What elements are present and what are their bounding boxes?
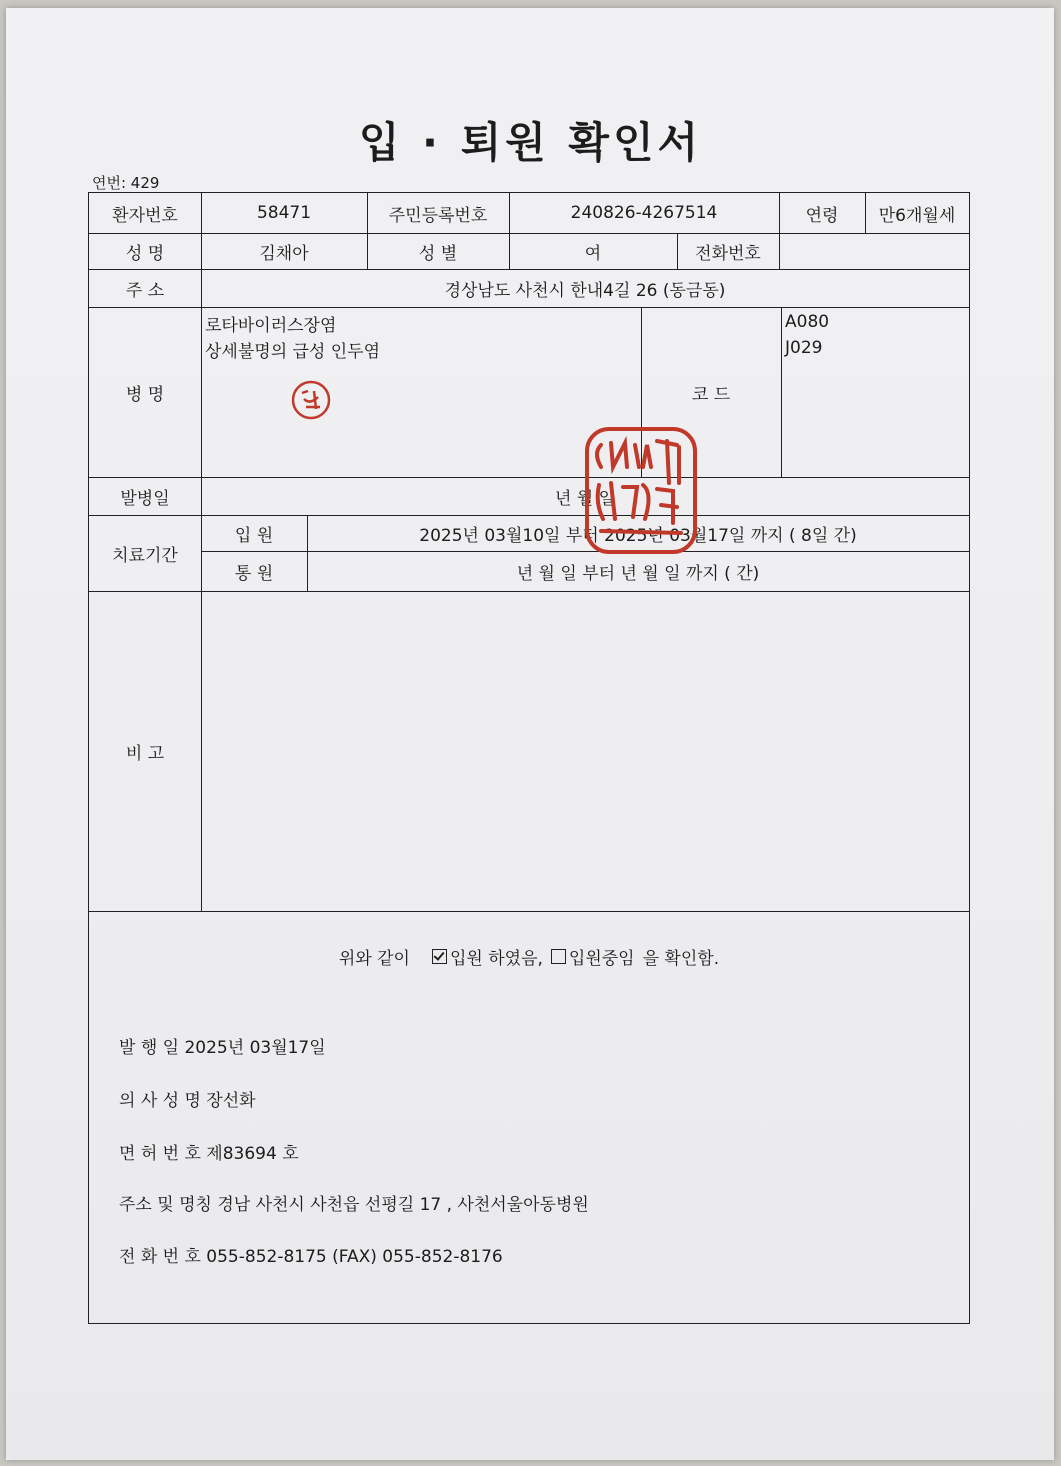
diagnosis-label: 병 명 <box>125 384 165 405</box>
serial-number: 연번: 429 <box>92 174 160 192</box>
confirm-prefix: 위와 같이 <box>338 948 410 969</box>
rrn-value: 240826-4267514 <box>570 203 718 223</box>
confirm-option1: 입원 하였음, <box>449 948 543 969</box>
outpatient-period: 년 월 일 부터 년 월 일 까지 ( 간) <box>516 563 760 584</box>
confirm-option2: 입원중임 <box>568 948 635 969</box>
issue-date: 발 행 일 2025년 03월17일 <box>119 1038 326 1058</box>
inpatient-period: 2025년 03월10일 부터 2025년 03월17일 까지 ( 8일 간) <box>419 525 857 546</box>
treatment-period-label: 치료기간 <box>112 545 178 566</box>
patient-number-label: 환자번호 <box>112 205 178 226</box>
sex-label: 성 별 <box>418 243 458 264</box>
license-number: 면 허 번 호 제83694 호 <box>119 1144 299 1164</box>
remarks-label: 비 고 <box>125 743 165 764</box>
code-label: 코 드 <box>691 384 731 405</box>
confirmation-statement <box>89 941 969 971</box>
onset-value: 년 월 일 <box>554 488 616 509</box>
confirm-suffix: 을 확인함. <box>642 948 720 969</box>
diagnosis-value: 로타바이러스장염 상세불명의 급성 인두염 <box>205 316 381 362</box>
onset-label: 발병일 <box>120 488 170 509</box>
age-value: 만6개월세 <box>878 205 956 226</box>
inpatient-ongoing-checkbox <box>551 949 566 964</box>
rrn-label: 주민등록번호 <box>388 205 488 226</box>
code-value: A080 J029 <box>785 312 830 358</box>
inpatient-done-checkbox <box>432 949 447 964</box>
document-title: 입 · 퇴원 확인서 <box>358 118 703 167</box>
name-value: 김채아 <box>259 243 309 264</box>
outpatient-label: 통 원 <box>234 563 274 584</box>
hospital-phone: 전 화 번 호 055-852-8175 (FAX) 055-852-8176 <box>119 1247 503 1267</box>
remarks-value <box>201 591 969 911</box>
patient-number-value: 58471 <box>256 203 312 223</box>
age-label: 연령 <box>805 205 839 226</box>
address-label: 주 소 <box>125 280 165 301</box>
phone-value <box>779 233 969 269</box>
doctor-name: 의 사 성 명 장선화 <box>119 1091 256 1111</box>
address-value: 경상남도 사천시 한내4길 26 (동금동) <box>444 280 726 301</box>
name-label: 성 명 <box>125 243 165 264</box>
sex-value: 여 <box>584 243 602 264</box>
inpatient-label: 입 원 <box>234 525 274 546</box>
phone-label: 전화번호 <box>695 243 761 264</box>
certificate-form <box>88 192 970 1324</box>
doctor-seal-icon <box>290 379 332 421</box>
hospital-seal-icon <box>581 423 701 558</box>
hospital-address: 주소 및 명칭 경남 사천시 사천읍 선평길 17 , 사천서울아동병원 <box>119 1195 589 1215</box>
